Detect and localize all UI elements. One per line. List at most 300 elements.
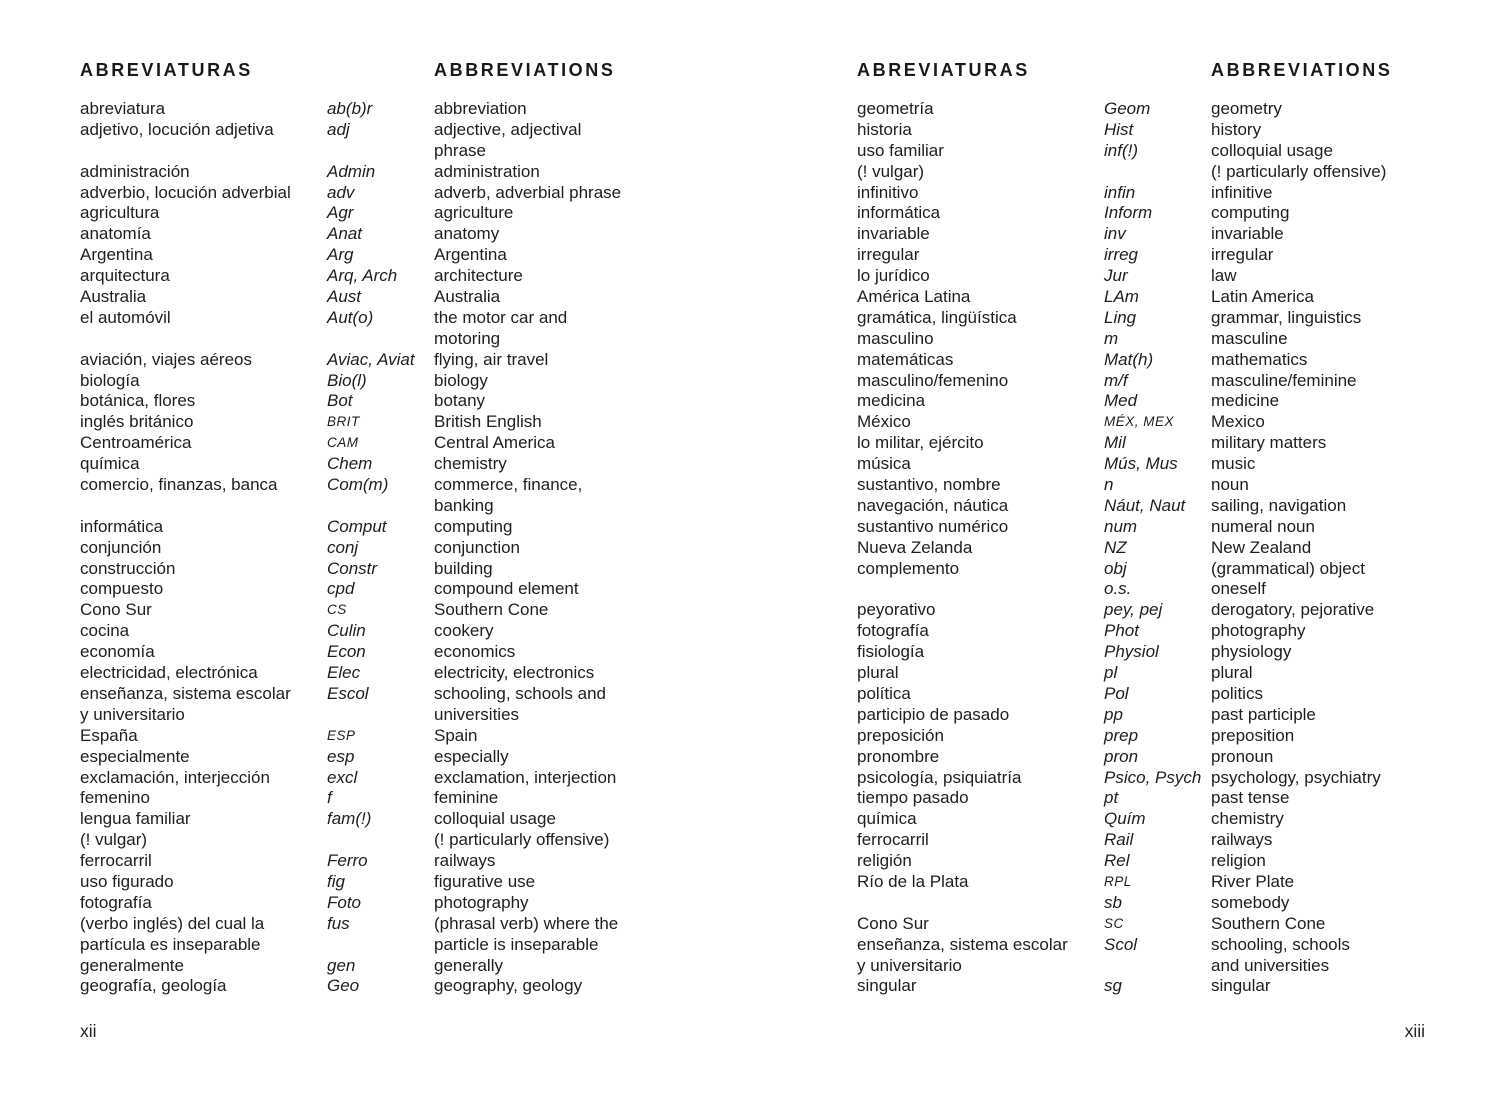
abbreviation: num <box>1104 516 1138 536</box>
spanish-term: compuesto <box>80 579 164 599</box>
english-term: commerce, finance, <box>434 475 583 495</box>
abbreviation: irreg <box>1104 245 1139 265</box>
abbreviation: inv <box>1104 224 1126 244</box>
abbrev-row <box>857 538 1457 559</box>
page-number-left: xii <box>80 1021 97 1042</box>
abbrev-row <box>80 768 680 789</box>
spanish-term: química <box>857 809 917 829</box>
abbrev-row <box>857 329 1457 350</box>
abbrev-row <box>857 266 1457 287</box>
abbrev-row <box>80 454 680 475</box>
spanish-term: México <box>857 412 911 432</box>
spanish-term: complemento <box>857 558 960 578</box>
abbreviation: pl <box>1104 663 1118 683</box>
abbrev-row <box>80 433 680 454</box>
english-term: New Zealand <box>1211 537 1312 557</box>
abbrev-row <box>857 747 1457 768</box>
abbrev-row <box>80 872 680 893</box>
spanish-term: ferrocarril <box>857 830 929 850</box>
abbreviation: infin <box>1104 182 1136 202</box>
spanish-term: cocina <box>80 621 130 641</box>
abbreviation-table-right <box>857 99 1457 997</box>
english-term: oneself <box>1211 579 1266 599</box>
abbreviation: Aut(o) <box>327 307 374 327</box>
spanish-term: informática <box>80 516 164 536</box>
spanish-term: adverbio, locución adverbial <box>80 182 291 202</box>
abbreviation: SC <box>1104 915 1124 931</box>
english-term: Argentina <box>434 245 507 265</box>
english-term: irregular <box>1211 245 1274 265</box>
english-term: masculine <box>1211 328 1288 348</box>
abbreviation: Aust <box>327 287 362 307</box>
abbrev-row <box>80 538 680 559</box>
spanish-term: arquitectura <box>80 266 170 286</box>
abbrev-row <box>857 872 1457 893</box>
abbrev-row <box>80 684 680 705</box>
english-term: grammar, linguistics <box>1211 307 1362 327</box>
english-term: colloquial usage <box>434 809 556 829</box>
spanish-term: femenino <box>80 788 150 808</box>
english-term: physiology <box>1211 642 1292 662</box>
spanish-term: fisiología <box>857 642 925 662</box>
english-term: (! particularly offensive) <box>1211 161 1387 181</box>
abbrev-row <box>857 830 1457 851</box>
spanish-term: abreviatura <box>80 99 166 118</box>
english-term: somebody <box>1211 892 1290 912</box>
spanish-term: química <box>80 454 140 474</box>
abbreviation: Arq, Arch <box>327 266 398 286</box>
english-term: masculine/feminine <box>1211 370 1357 390</box>
abbrev-row <box>80 308 680 329</box>
spanish-term: partícula es inseparable <box>80 934 261 954</box>
abbrev-row <box>80 203 680 224</box>
abbrev-row <box>80 517 680 538</box>
english-term: infinitive <box>1211 182 1273 202</box>
abbrev-row <box>80 600 680 621</box>
abbreviation: prep <box>1104 725 1139 745</box>
english-term: politics <box>1211 683 1263 703</box>
abbreviation: pp <box>1104 704 1123 724</box>
spanish-term: enseñanza, sistema escolar <box>857 934 1068 954</box>
abbrev-row <box>857 162 1457 183</box>
abbrev-row <box>857 579 1457 600</box>
english-term: mathematics <box>1211 349 1308 369</box>
abbrev-row <box>857 935 1457 956</box>
spanish-term: fotografía <box>857 621 929 641</box>
page-title-spanish: ABREVIATURAS <box>857 60 1030 80</box>
spanish-term: Cono Sur <box>80 600 152 620</box>
abbreviation-table-left <box>80 99 680 997</box>
abbreviation: obj <box>1104 558 1127 578</box>
spanish-term: ferrocarril <box>80 851 152 871</box>
abbreviation: Quím <box>1104 809 1146 829</box>
spanish-term: informática <box>857 203 941 223</box>
spanish-term: comercio, finanzas, banca <box>80 475 278 495</box>
page-left <box>80 60 680 1042</box>
abbreviation: CAM <box>327 435 359 451</box>
spanish-term: uso familiar <box>857 140 944 160</box>
abbreviation: Culin <box>327 621 366 641</box>
english-term: agriculture <box>434 203 514 223</box>
abbreviation: sb <box>1104 892 1122 912</box>
abbrev-row <box>857 391 1457 412</box>
abbrev-row <box>857 642 1457 663</box>
abbreviation: Geo <box>327 976 360 996</box>
english-term: especially <box>434 746 509 766</box>
abbreviation: Constr <box>327 558 378 578</box>
abbreviation: Foto <box>327 892 362 912</box>
abbreviation: m <box>1104 328 1119 348</box>
english-term: universities <box>434 704 520 724</box>
english-term: chemistry <box>434 454 507 474</box>
abbrev-row <box>857 976 1457 997</box>
spanish-term: construcción <box>80 558 176 578</box>
english-term: Latin America <box>1211 287 1314 307</box>
spanish-term: América Latina <box>857 287 971 307</box>
page-title-spanish: ABREVIATURAS <box>80 60 253 80</box>
abbrev-row <box>857 350 1457 371</box>
spanish-term: música <box>857 454 911 474</box>
abbrev-row <box>80 559 680 580</box>
abbreviation: fam(!) <box>327 809 372 829</box>
abbrev-row <box>857 893 1457 914</box>
abbreviation <box>327 141 434 162</box>
abbreviation: excl <box>327 767 358 787</box>
spanish-term: infinitivo <box>857 182 919 202</box>
english-term: River Plate <box>1211 871 1295 891</box>
english-term: phrase <box>434 140 486 160</box>
spanish-term <box>857 579 1104 600</box>
spanish-term: fotografía <box>80 892 152 912</box>
spanish-term: conjunción <box>80 537 162 557</box>
page-title-english: ABBREVIATIONS <box>434 60 616 80</box>
abbreviation: Náut, Naut <box>1104 495 1186 515</box>
abbreviation: Arg <box>327 245 354 265</box>
spanish-term: uso figurado <box>80 871 174 891</box>
english-term: schooling, schools <box>1211 934 1350 954</box>
abbrev-row <box>80 183 680 204</box>
english-term: abbreviation <box>434 99 527 118</box>
abbreviation: adj <box>327 119 350 139</box>
abbreviation <box>327 935 434 956</box>
spanish-term: preposición <box>857 725 944 745</box>
spanish-term: lo militar, ejército <box>857 433 984 453</box>
spanish-term: generalmente <box>80 955 184 975</box>
english-term: and universities <box>1211 955 1330 975</box>
abbrev-row <box>857 705 1457 726</box>
english-term: (! particularly offensive) <box>434 830 610 850</box>
english-term: botany <box>434 391 486 411</box>
abbrev-row <box>80 141 680 162</box>
abbreviation: Rel <box>1104 851 1130 871</box>
abbrev-row <box>80 809 680 830</box>
english-term: electricity, electronics <box>434 663 595 683</box>
abbrev-row <box>857 308 1457 329</box>
abbreviation: Pol <box>1104 683 1129 703</box>
english-term: psychology, psychiatry <box>1211 767 1381 787</box>
abbrev-row <box>857 141 1457 162</box>
abbreviation <box>327 705 434 726</box>
abbreviation: cpd <box>327 579 355 599</box>
abbreviation: Geom <box>1104 99 1151 118</box>
abbreviation: LAm <box>1104 287 1139 307</box>
spanish-term: economía <box>80 642 155 662</box>
abbrev-row <box>857 788 1457 809</box>
english-term: colloquial usage <box>1211 140 1333 160</box>
abbrev-row <box>80 350 680 371</box>
spanish-term: singular <box>857 976 917 996</box>
abbrev-row <box>857 287 1457 308</box>
spanish-term: (! vulgar) <box>80 830 148 850</box>
abbreviation: Anat <box>327 224 362 244</box>
english-term: photography <box>1211 621 1306 641</box>
english-term: Southern Cone <box>1211 913 1326 933</box>
spanish-term: exclamación, interjección <box>80 767 270 787</box>
spanish-term: y universitario <box>80 704 185 724</box>
abbreviation: Escol <box>327 683 369 703</box>
spanish-term: adjetivo, locución adjetiva <box>80 119 274 139</box>
abbrev-row <box>857 412 1457 433</box>
abbrev-row <box>80 371 680 392</box>
abbrev-row <box>857 663 1457 684</box>
abbreviation: Bio(l) <box>327 370 367 390</box>
english-term: sailing, navigation <box>1211 495 1347 515</box>
abbreviation: ab(b)r <box>327 99 373 118</box>
english-term: invariable <box>1211 224 1284 244</box>
abbrev-row <box>857 99 1457 120</box>
spanish-term: masculino/femenino <box>857 370 1009 390</box>
abbreviation: n <box>1104 475 1114 495</box>
spanish-term: tiempo pasado <box>857 788 969 808</box>
english-term: conjunction <box>434 537 521 557</box>
abbreviation: Rail <box>1104 830 1134 850</box>
spanish-term: lengua familiar <box>80 809 191 829</box>
abbrev-row <box>857 600 1457 621</box>
abbrev-row <box>80 705 680 726</box>
english-term: schooling, schools and <box>434 683 607 703</box>
abbreviation: Bot <box>327 391 353 411</box>
spanish-term: historia <box>857 119 912 139</box>
english-term: Southern Cone <box>434 600 549 620</box>
abbrev-row <box>80 266 680 287</box>
abbrev-row <box>80 747 680 768</box>
abbreviation: Inform <box>1104 203 1153 223</box>
abbrev-row <box>857 726 1457 747</box>
abbreviation <box>1104 956 1211 977</box>
abbreviation: Med <box>1104 391 1138 411</box>
spanish-term: Cono Sur <box>857 913 929 933</box>
abbreviation: conj <box>327 537 359 557</box>
spanish-term: España <box>80 725 138 745</box>
english-term: anatomy <box>434 224 500 244</box>
spanish-term: masculino <box>857 328 934 348</box>
abbreviation: NZ <box>1104 537 1127 557</box>
english-term: figurative use <box>434 871 536 891</box>
spanish-term <box>80 496 327 517</box>
abbrev-row <box>80 976 680 997</box>
abbreviation: Mil <box>1104 433 1126 453</box>
spanish-term: invariable <box>857 224 930 244</box>
spanish-term: sustantivo, nombre <box>857 475 1001 495</box>
english-term: adverb, adverbial phrase <box>434 182 622 202</box>
spanish-term: biología <box>80 370 140 390</box>
abbrev-row <box>857 245 1457 266</box>
abbrev-row <box>857 809 1457 830</box>
english-term: adjective, adjectival <box>434 119 582 139</box>
english-term: computing <box>1211 203 1290 223</box>
spanish-term <box>80 141 327 162</box>
abbrev-row <box>80 224 680 245</box>
abbreviation: Jur <box>1104 266 1128 286</box>
abbreviation: fus <box>327 913 350 933</box>
abbrev-row <box>80 412 680 433</box>
spanish-term: Argentina <box>80 245 153 265</box>
abbrev-row <box>80 475 680 496</box>
english-term: railways <box>1211 830 1273 850</box>
spanish-term: botánica, flores <box>80 391 196 411</box>
abbrev-row <box>857 203 1457 224</box>
spanish-term: pronombre <box>857 746 940 766</box>
abbrev-row <box>857 454 1457 475</box>
english-term: Spain <box>434 725 478 745</box>
abbrev-row <box>80 935 680 956</box>
abbreviation: Physiol <box>1104 642 1159 662</box>
english-term: geography, geology <box>434 976 583 996</box>
abbrev-row <box>857 224 1457 245</box>
english-term: biology <box>434 370 488 390</box>
spanish-term: (verbo inglés) del cual la <box>80 913 265 933</box>
page-title-english: ABBREVIATIONS <box>1211 60 1393 80</box>
spanish-term: religión <box>857 851 912 871</box>
english-term: Australia <box>434 287 501 307</box>
abbrev-row <box>857 914 1457 935</box>
abbreviation: pey, pej <box>1104 600 1163 620</box>
english-term: photography <box>434 892 529 912</box>
abbrev-row <box>80 329 680 350</box>
page-number-right: xiii <box>1404 1021 1425 1042</box>
page-right-header <box>857 60 1457 81</box>
english-term: numeral noun <box>1211 516 1315 536</box>
spanish-term <box>80 329 327 350</box>
abbreviation: Hist <box>1104 119 1134 139</box>
english-term: geometry <box>1211 99 1282 118</box>
abbreviation: Admin <box>327 161 376 181</box>
abbreviation: RPL <box>1104 873 1132 889</box>
english-term: Central America <box>434 433 555 453</box>
spanish-term: aviación, viajes aéreos <box>80 349 252 369</box>
abbreviation: Phot <box>1104 621 1139 641</box>
abbreviation: Elec <box>327 663 361 683</box>
spanish-term: administración <box>80 161 190 181</box>
abbreviation: adv <box>327 182 355 202</box>
abbrev-row <box>80 496 680 517</box>
abbreviation: BRIT <box>327 414 360 430</box>
abbrev-row <box>80 893 680 914</box>
spanish-term: geografía, geología <box>80 976 227 996</box>
english-term: singular <box>1211 976 1271 996</box>
abbreviation: Mús, Mus <box>1104 454 1178 474</box>
english-term: medicine <box>1211 391 1280 411</box>
abbreviation: Psico, Psych <box>1104 767 1202 787</box>
spanish-term: geometría <box>857 99 934 118</box>
spanish-term: Río de la Plata <box>857 871 969 891</box>
spanish-term: y universitario <box>857 955 962 975</box>
spanish-term: navegación, náutica <box>857 495 1009 515</box>
english-term: railways <box>434 851 496 871</box>
abbreviation: Aviac, Aviat <box>327 349 415 369</box>
spanish-term: el automóvil <box>80 307 171 327</box>
english-term: pronoun <box>1211 746 1274 766</box>
abbreviation: Com(m) <box>327 475 389 495</box>
abbreviation: f <box>327 788 332 808</box>
abbrev-row <box>80 851 680 872</box>
english-term: music <box>1211 454 1256 474</box>
abbreviation: Comput <box>327 516 387 536</box>
spanish-term: (! vulgar) <box>857 161 925 181</box>
english-term: preposition <box>1211 725 1295 745</box>
english-term: banking <box>434 495 494 515</box>
abbrev-row <box>857 559 1457 580</box>
english-term: chemistry <box>1211 809 1284 829</box>
abbrev-row <box>857 496 1457 517</box>
abbrev-row <box>80 162 680 183</box>
english-term: past tense <box>1211 788 1290 808</box>
english-term: the motor car and <box>434 307 568 327</box>
spanish-term: Australia <box>80 287 147 307</box>
abbreviation: o.s. <box>1104 579 1132 599</box>
english-term: exclamation, interjection <box>434 767 617 787</box>
abbrev-row <box>857 183 1457 204</box>
abbreviation <box>327 329 434 350</box>
english-term: computing <box>434 516 513 536</box>
spanish-term: peyorativo <box>857 600 936 620</box>
abbreviation: Econ <box>327 642 366 662</box>
abbreviation <box>327 830 434 851</box>
abbrev-row <box>857 768 1457 789</box>
english-term: law <box>1211 266 1237 286</box>
english-term: building <box>434 558 493 578</box>
abbrev-row <box>80 391 680 412</box>
abbreviation: ESP <box>327 727 356 743</box>
english-term: cookery <box>434 621 494 641</box>
english-term: history <box>1211 119 1262 139</box>
spanish-term: lo jurídico <box>857 266 930 286</box>
spanish-term: Centroamérica <box>80 433 192 453</box>
english-term: motoring <box>434 328 501 348</box>
abbreviation: pt <box>1104 788 1119 808</box>
abbrev-row <box>80 642 680 663</box>
english-term: plural <box>1211 663 1253 683</box>
abbrev-row <box>857 621 1457 642</box>
abbreviation: inf(!) <box>1104 140 1138 160</box>
spanish-term: gramática, lingüística <box>857 307 1017 327</box>
abbreviation: pron <box>1104 746 1139 766</box>
abbreviation: Agr <box>327 203 354 223</box>
abbrev-row <box>857 517 1457 538</box>
english-term: noun <box>1211 475 1249 495</box>
spanish-term: especialmente <box>80 746 190 766</box>
spanish-term: enseñanza, sistema escolar <box>80 683 291 703</box>
spanish-term: participio de pasado <box>857 704 1010 724</box>
english-term: economics <box>434 642 516 662</box>
abbrev-row <box>80 287 680 308</box>
abbreviation: m/f <box>1104 370 1128 390</box>
abbreviation <box>327 496 434 517</box>
abbrev-row <box>857 851 1457 872</box>
page-right <box>857 60 1457 1042</box>
english-term: military matters <box>1211 433 1327 453</box>
abbreviation: CS <box>327 602 347 618</box>
